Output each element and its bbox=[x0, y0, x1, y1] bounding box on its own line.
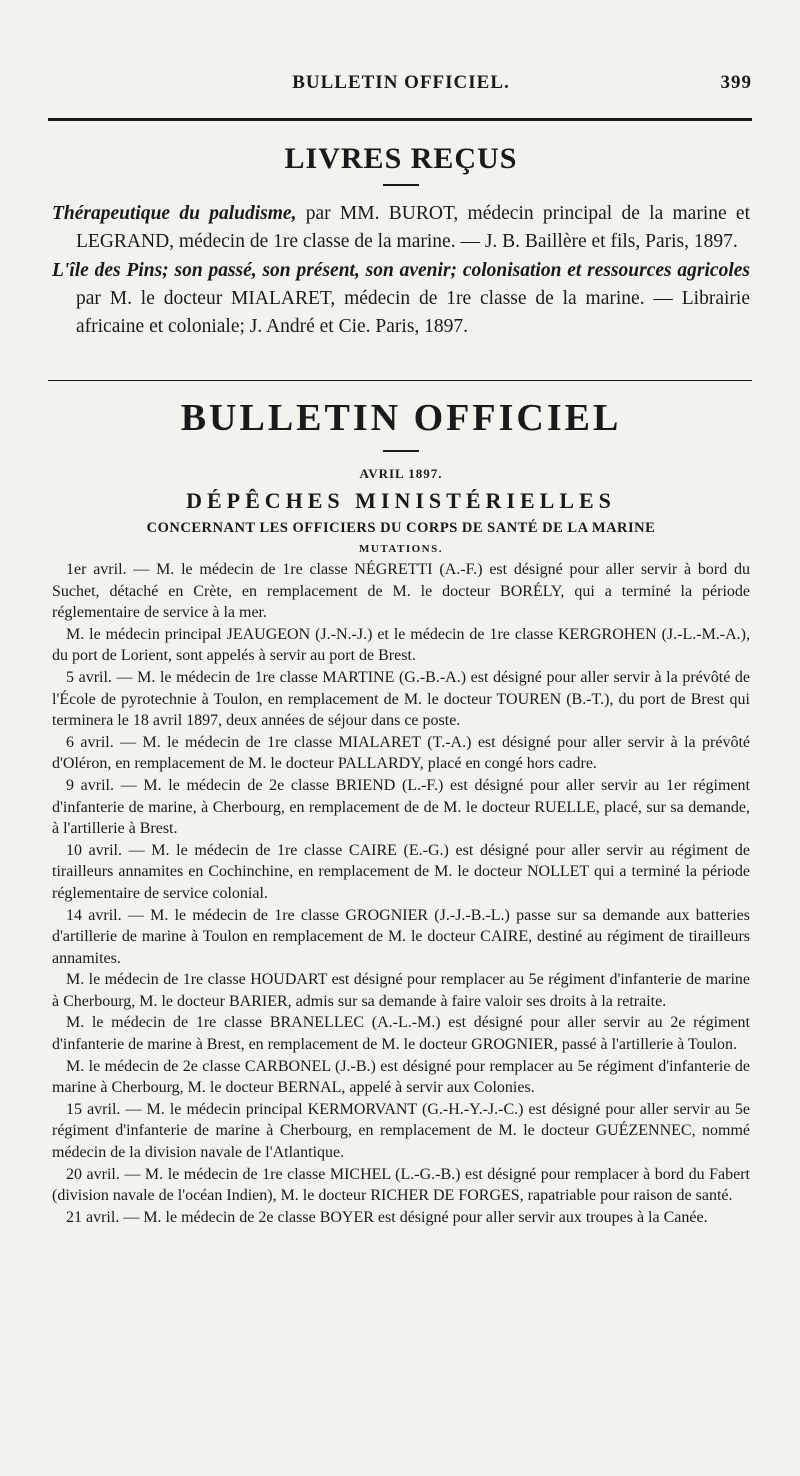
bulletin-date: AVRIL 1897. bbox=[359, 466, 443, 481]
section-rule bbox=[48, 380, 752, 381]
book-text: par M. le docteur MIALARET, médecin de 1re classe de la marine. — Librairie africaine et coloniale; J. André et Cie. Paris, 1897. bbox=[76, 288, 750, 337]
header-rule bbox=[48, 118, 752, 121]
mutation-entry: M. le médecin principal JEAUGEON (J.-N.-J.) et le médecin de 1re classe KERGROHEN (J.-L.-M.-A.), du port de Lorient, sont appelés à servir au port de Brest. bbox=[52, 625, 750, 665]
livres-heading: LIVRES REÇUS bbox=[284, 142, 518, 175]
book-title: L'île des Pins; son passé, son présent, son avenir; colonisation et ressources agricoles bbox=[52, 260, 750, 281]
mutation-entry: 9 avril. — M. le médecin de 2e classe BRIEND (L.-F.) est désigné pour aller servir au 1er régiment d'infanterie de marine, à Cherbourg, en remplacement de de M. le docteur RUELLE, placé, sur sa demande, à l'artillerie à Brest. bbox=[52, 776, 750, 838]
page-number: 399 bbox=[720, 72, 752, 93]
bulletin-section bbox=[52, 396, 750, 1228]
book-title: Thérapeutique du paludisme, bbox=[52, 203, 297, 224]
book-entry-1 bbox=[52, 200, 750, 256]
mutation-entry: M. le médecin de 2e classe CARBONEL (J.-B.) est désigné pour remplacer au 5e régiment d'infanterie de marine à Cherbourg, M. le docteur BERNAL, appelé à servir aux Colonies. bbox=[52, 1057, 750, 1097]
mutation-entry: 15 avril. — M. le médecin principal KERMORVANT (G.-H.-Y.-J.-C.) est désigné pour aller servir au 5e régiment d'infanterie de marine à Cherbourg, en remplacement de M. le docteur GUÉZENNEC, nommé médecin de la division navale de l'Atlantique. bbox=[52, 1100, 750, 1162]
mutation-entry: 5 avril. — M. le médecin de 1re classe MARTINE (G.-B.-A.) est désigné pour aller servir à la prévôté de l'École de pyrotechnie à Toulon, en remplacement de M. le docteur TOUREN (B.-T.), du port de Brest qui terminera le 18 avril 1897, deux années de séjour dans ce poste. bbox=[52, 668, 750, 730]
heading-dash bbox=[383, 184, 419, 186]
mutation-entry: M. le médecin de 1re classe HOUDART est désigné pour remplacer au 5e régiment d'infanterie de marine à Cherbourg, M. le docteur BARIER, admis sur sa demande à faire valoir ses droits à la retraite. bbox=[52, 971, 750, 1010]
mutation-entry: 20 avril. — M. le médecin de 1re classe MICHEL (L.-G.-B.) est désigné pour remplacer à bord du Fabert (division navale de l'océan Indien), M. le docteur RICHER DE FORGES, rapatriable pour raison de santé. bbox=[52, 1165, 750, 1205]
mutations-list bbox=[52, 559, 750, 1228]
bulletin-subtitle: DÉPÊCHES MINISTÉRIELLES bbox=[186, 488, 616, 513]
book-entry-2 bbox=[52, 257, 750, 341]
bulletin-concernant: CONCERNANT LES OFFICIERS DU CORPS DE SANTÉ DE LA MARINE bbox=[146, 520, 656, 536]
running-header bbox=[50, 72, 752, 102]
book-text: par MM. BUROT, médecin principal de la marine et LEGRAND, médecin de 1re classe de la marine. — J. B. Baillère et fils, Paris, 1897. bbox=[76, 203, 751, 252]
mutation-entry: 1er avril. — M. le médecin de 1re classe NÉGRETTI (A.-F.) est désigné pour aller servir à bord du Suchet, détaché en Crète, en remplacement de M. le docteur BORÉLY, qui a terminé la période réglementaire de service à la mer. bbox=[52, 561, 750, 622]
mutation-entry: 21 avril. — M. le médecin de 2e classe BOYER est désigné pour aller servir aux troupes à la Canée. bbox=[66, 1208, 708, 1226]
running-title: BULLETIN OFFICIEL. bbox=[292, 72, 510, 93]
mutation-entry: 10 avril. — M. le médecin de 1re classe CAIRE (E.-G.) est désigné pour aller servir au régiment de tirailleurs annamites en Cochinchine, en remplacement de M. le docteur NOLLET qui a terminé la période réglementaire de service colonial. bbox=[52, 841, 750, 902]
section-mutations: MUTATIONS. bbox=[359, 543, 443, 555]
livres-section bbox=[52, 142, 750, 341]
mutation-entry: 6 avril. — M. le médecin de 1re classe MIALARET (T.-A.) est désigné pour aller servir à la prévôté d'Oléron, en remplacement de M. le docteur PALLARDY, placé en congé hors cadre. bbox=[52, 733, 750, 773]
heading-dash bbox=[383, 450, 419, 452]
mutation-entry: 14 avril. — M. le médecin de 1re classe GROGNIER (J.-J.-B.-L.) passe sur sa demande aux batteries d'artillerie de marine à Toulon en remplacement de M. le docteur CAIRE, destiné au régiment de tirailleurs annamites. bbox=[52, 906, 750, 967]
bulletin-heading: BULLETIN OFFICIEL bbox=[180, 397, 622, 439]
mutation-entry: M. le médecin de 1re classe BRANELLEC (A.-L.-M.) est désigné pour aller servir au 2e régiment d'infanterie de marine à Brest, en remplacement de M. le docteur GROGNIER, passé à l'artillerie à Toulon. bbox=[52, 1014, 750, 1054]
